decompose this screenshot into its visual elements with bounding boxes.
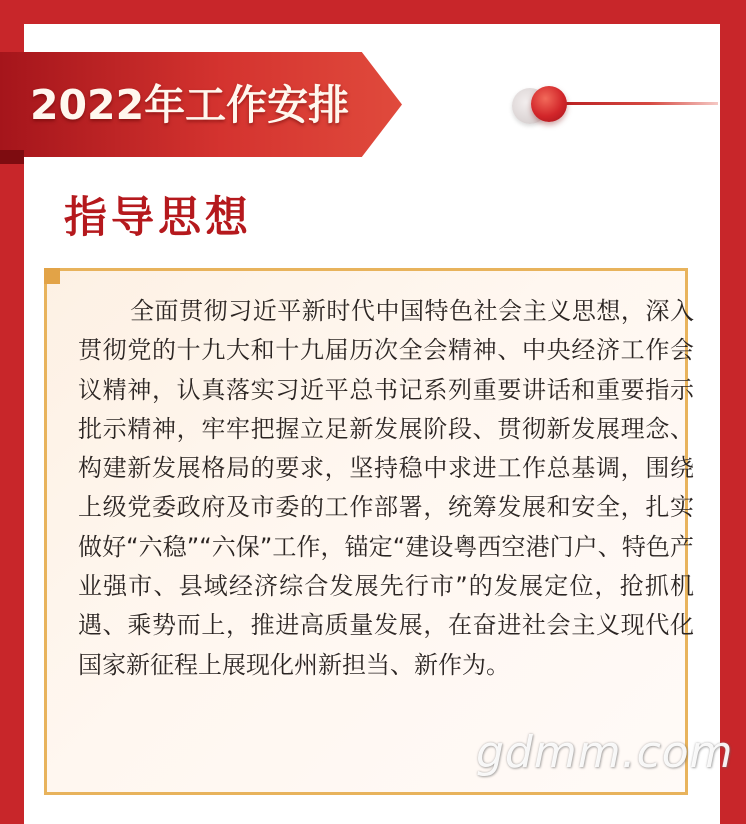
body-paragraph: 全面贯彻习近平新时代中国特色社会主义思想，深入贯彻党的十九大和十九届历次全会精神、中央经济工作会议精神，认真落实习近平总书记系列重要讲话和重要指示批示精神，牢牢把握立足新发展阶段、贯彻新发展理念、构建新发展格局的要求，坚持稳中求进工作总基调，围绕上级党委政府及市委的工作部署，统筹发展和安全，扎实做好“六稳”“六保”工作，锚定“建设粤西空港门户、特色产业强市、县域经济综合发展先行市”的发展定位，抢抓机遇、乘势而上，推进高质量发展，在奋进社会主义现代化国家新征程上展现化州新担当、新作为。 bbox=[78, 297, 694, 679]
text-panel-corner bbox=[44, 268, 60, 284]
watermark: gdmm.com bbox=[476, 727, 734, 778]
decorative-circle-red bbox=[531, 86, 567, 122]
banner-title: 2022年工作安排 bbox=[30, 81, 350, 129]
section-heading: 指导思想 bbox=[64, 193, 252, 243]
decorative-line bbox=[548, 102, 718, 105]
banner-fold bbox=[0, 150, 24, 164]
